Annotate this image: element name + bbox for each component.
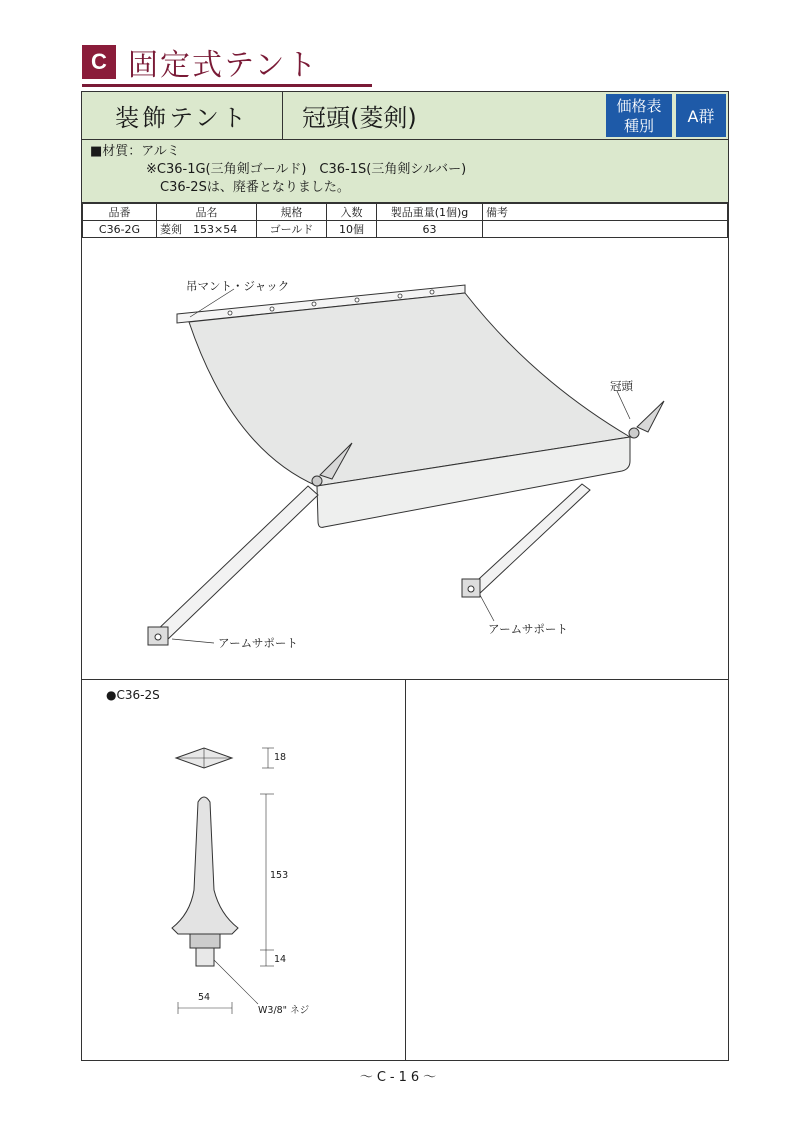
label-arm-left: アームサポート <box>218 636 298 650</box>
title-row <box>82 92 728 140</box>
section-rule <box>82 84 372 87</box>
material-line-3: C36-2Sは、廃番となりました。 <box>160 180 350 195</box>
dim-width: 54 <box>198 992 211 1003</box>
cell-name: 菱剣 153×54 <box>157 221 257 238</box>
part-heading: ●C36-2S <box>106 688 160 702</box>
label-jack: 吊マント・ジャック <box>186 279 290 293</box>
section-badge: C <box>82 45 116 79</box>
material-line-1: ■材質：アルミ <box>90 144 180 159</box>
empty-panel <box>406 680 728 1060</box>
spec-header-row <box>83 204 728 221</box>
col-header: 品名 <box>157 204 257 221</box>
label-arm-right: アームサポート <box>488 622 568 636</box>
material-notes <box>82 140 728 203</box>
product-subname: 冠頭(菱剣) <box>302 104 417 132</box>
awning-illustration <box>82 239 728 680</box>
label-crown: 冠頭 <box>610 379 633 393</box>
col-header: 入数 <box>327 204 377 221</box>
col-header: 製品重量(1個)g <box>377 204 483 221</box>
spec-table <box>82 203 728 238</box>
cell-weight: 63 <box>377 221 483 238</box>
dim-top: 18 <box>274 752 287 763</box>
product-name: 装飾テント <box>82 92 283 139</box>
col-header: 品番 <box>83 204 157 221</box>
table-row <box>83 221 728 238</box>
dim-base: 14 <box>274 954 287 965</box>
finial-drawing <box>82 680 405 1060</box>
price-label-1: 価格表 <box>616 96 662 115</box>
cell-code: C36-2G <box>83 221 157 238</box>
awning-drawing <box>82 239 728 679</box>
page-number: ～C-16～ <box>359 1070 441 1085</box>
price-group-box: A群 <box>676 94 726 137</box>
cell-note <box>483 221 728 238</box>
cell-spec: ゴールド <box>257 221 327 238</box>
section-title: 固定式テント <box>128 48 319 83</box>
col-header: 備考 <box>483 204 728 221</box>
price-type-box <box>606 94 672 137</box>
price-label-2: 種別 <box>623 116 654 135</box>
dim-height: 153 <box>270 870 289 881</box>
cell-qty: 10個 <box>327 221 377 238</box>
col-header: 規格 <box>257 204 327 221</box>
part-drawing-panel <box>82 680 406 1060</box>
material-line-2: ※C36-1G(三角剣ゴールド) C36-1S(三角剣シルバー) <box>146 162 467 177</box>
thread-label: W3/8" ネジ <box>258 1005 310 1016</box>
catalog-frame <box>81 91 729 1061</box>
